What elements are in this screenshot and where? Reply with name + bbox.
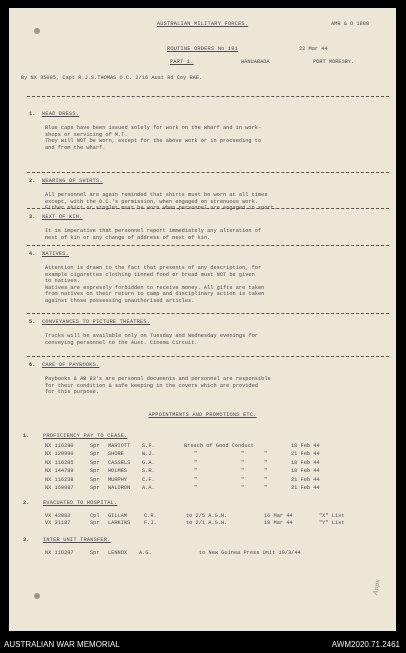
pay-rank: Spr: [90, 459, 100, 466]
divider: [27, 313, 389, 314]
pay-name: MARIOTT: [108, 443, 131, 449]
subsection-title: EVACUATED TO HOSPITAL.: [43, 500, 118, 506]
footer-source: AUSTRALIAN WAR MEMORIAL: [4, 640, 120, 649]
section-line: for their condition & safe keeping in the covers which are provided: [45, 382, 258, 389]
pay-rank: Spr: [90, 451, 100, 458]
ditto-mark: ": [264, 476, 268, 483]
appointments-heading: APPOINTMENTS AND PROMOTIONS ETC.: [148, 412, 257, 418]
ditto-mark: ": [264, 468, 268, 475]
ditto-mark: ": [241, 476, 245, 483]
divider: [27, 208, 389, 209]
subsection-title: INTER UNIT TRANSFER.: [43, 537, 111, 543]
transfer-rank: Spr: [90, 550, 100, 556]
pay-date: 18 Feb 44: [291, 459, 320, 466]
section-number: 5.: [29, 319, 36, 325]
archive-footer: [0, 636, 406, 653]
evac-to: to 2/1 A.G.H.: [186, 520, 228, 526]
part-label: PART 1.: [170, 59, 194, 65]
section-line: Trucks will be available only on Tuesday and Wednesday evenings for: [45, 333, 258, 339]
pay-init: S.F.: [142, 443, 155, 449]
pay-no: NX 169987: [45, 485, 74, 491]
ditto-mark: ": [264, 459, 268, 466]
ditto-mark: ": [241, 451, 245, 458]
pay-name: SHORE: [108, 451, 124, 458]
pay-rank: Spr: [90, 485, 100, 491]
subsection-title: PROFICIENCY PAY TO CEASE.: [43, 433, 128, 439]
section-line: shops or servicing of M.T.: [45, 131, 128, 138]
pay-no: NX 116285: [45, 459, 74, 466]
evac-date: 16 Mar 44: [264, 513, 293, 519]
pay-no: NX 116238: [45, 476, 74, 483]
place-name: HANUABADA: [241, 59, 270, 65]
transfer-initials: A.G.: [139, 550, 152, 556]
section-line: example cigarettes clothing tinned food or bread must NOT be given: [45, 271, 255, 278]
pay-init: S.R.: [142, 468, 155, 475]
subsection-number: 2.: [23, 500, 30, 506]
evac-name: LARKINS: [108, 520, 131, 526]
section-number: 1.: [29, 111, 36, 117]
section-line: except, with the O.C.'s permission, when engaged on strenuous work.: [45, 198, 258, 205]
pay-rank: Spr: [90, 476, 100, 483]
pay-date: 21 Feb 44: [291, 451, 320, 458]
place-name-2: PORT MORESBY.: [313, 59, 355, 65]
pay-name: MURPHY: [108, 476, 128, 483]
evac-name: GILLAM: [108, 513, 128, 519]
transfer-name: LENNOX: [108, 550, 128, 556]
ditto-mark: ": [241, 459, 245, 466]
subsection-number: 1.: [23, 433, 30, 439]
section-line: Natives are expressly forbidden to receive money. All gifts are taken: [45, 284, 265, 291]
pay-rank: Spr: [90, 443, 100, 449]
section-title: CARE OF PAYBOOKS.: [42, 362, 100, 368]
section-line: against those possessing unauthorised articles.: [45, 298, 195, 304]
section-title: NATIVES.: [42, 251, 70, 257]
section-line: conveying personnel to the Aust. Cinema Circuit.: [45, 339, 198, 346]
section-line: from natives on their return to camp and disciplinary action is taken: [45, 291, 265, 298]
section-line: It is imperative that personnel report immediately any alteration of: [45, 228, 262, 234]
pay-date: 18 Feb 44: [291, 443, 320, 449]
ditto-mark: ": [194, 459, 198, 466]
section-line: All personnel are again reminded that shirts must be worn at all times: [45, 192, 268, 198]
pay-date: 21 Feb 44: [291, 476, 320, 483]
ditto-mark: ": [194, 468, 198, 475]
routine-orders-number: ROUTINE ORDERS No 191: [167, 46, 238, 52]
section-line: to natives.: [45, 278, 80, 285]
ditto-mark: ": [194, 451, 198, 458]
pay-date: 18 Feb 44: [291, 468, 320, 475]
evac-no: VX 31187: [45, 520, 71, 526]
divider: [27, 96, 389, 97]
footer-reference: AWM2020.71.2461: [331, 640, 400, 649]
section-number: 4.: [29, 251, 36, 257]
section-line: Paybooks & AB 83's are personal documents and personnel are responsible: [45, 376, 271, 382]
pay-no: NX 129990: [45, 451, 74, 458]
ditto-mark: ": [264, 451, 268, 458]
ditto-mark: ": [264, 485, 268, 491]
pay-name: HOLMES: [108, 468, 128, 475]
evac-list: "X" List: [319, 513, 345, 519]
ditto-mark: ": [241, 485, 245, 491]
evac-rank: Spr: [90, 520, 100, 526]
evac-rank: Cpl: [90, 513, 100, 519]
evac-init: C.R.: [144, 513, 157, 519]
divider: [27, 356, 389, 357]
section-number: 6.: [29, 362, 36, 368]
punch-hole: [34, 28, 40, 34]
transfer-destination: to New Guinea Press Unit 19/3/44: [199, 550, 301, 556]
pay-init: A.A.: [142, 485, 155, 491]
pay-init: G.A.: [142, 459, 155, 466]
divider: [27, 245, 389, 246]
doc-date: 22 Mar 44: [299, 46, 328, 52]
section-line: for this purpose.: [45, 389, 100, 396]
ditto-mark: ": [241, 468, 245, 475]
pay-no: NX 116280: [45, 443, 74, 449]
section-number: 2.: [29, 178, 36, 184]
pay-init: W.J.: [142, 451, 155, 458]
section-line: and from the wharf.: [45, 144, 106, 151]
issued-by: By NX 35085, Capt R.J.S.THOMAS O.C. 2/16 Aust Rd Coy RAE.: [21, 75, 203, 81]
pay-no: NX 144789: [45, 468, 74, 475]
evac-no: VX 42883: [45, 513, 71, 519]
pencil-annotation: Appx: [372, 578, 382, 596]
section-title: WEARING OF SHIRTS.: [42, 178, 103, 184]
section-line: next of kin or any change of address of next of kin.: [45, 234, 211, 241]
punch-hole: [34, 593, 40, 599]
pay-rank: Spr: [90, 468, 100, 475]
ditto-mark: ": [194, 485, 198, 491]
section-line: Either shirt or singlet must be worn when personnel are engaged in sport.: [45, 205, 278, 212]
doc-title: AUSTRALIAN MILITARY FORCES.: [156, 21, 249, 27]
pay-init: C.F.: [142, 476, 155, 483]
evac-date: 18 Mar 44: [264, 520, 293, 526]
transfer-no: NX 116297: [45, 550, 74, 556]
pay-date: 21 Feb 44: [291, 485, 320, 491]
doc-reference: AMR & O 1888: [331, 21, 370, 27]
ditto-mark: ": [194, 476, 198, 483]
section-title: CONVEYANCES TO PICTURE THEATRES.: [42, 319, 151, 325]
section-line: Blue caps have been issued solely for work on the wharf and in work-: [45, 125, 262, 131]
subsection-number: 3.: [23, 537, 30, 543]
evac-init: F.J.: [144, 520, 157, 526]
section-line: They will NOT be worn, except for the above work or in proceeding to: [45, 138, 262, 145]
section-number: 3.: [29, 214, 36, 220]
pay-reason: Breach of Good Conduct: [184, 443, 254, 449]
pay-name: WALDRON: [108, 485, 131, 491]
evac-list: "Y" List: [319, 520, 345, 526]
divider: [27, 172, 389, 173]
section-line: Attention is drawn to the fact that presents of any description, for: [45, 265, 262, 271]
document-page: [9, 8, 396, 631]
section-title: NEXT OF KIN.: [42, 214, 83, 220]
evac-to: to 2/5 A.G.H.: [186, 513, 228, 519]
section-title: HEAD DRESS.: [42, 111, 80, 117]
pay-name: CASSELS: [108, 459, 131, 466]
